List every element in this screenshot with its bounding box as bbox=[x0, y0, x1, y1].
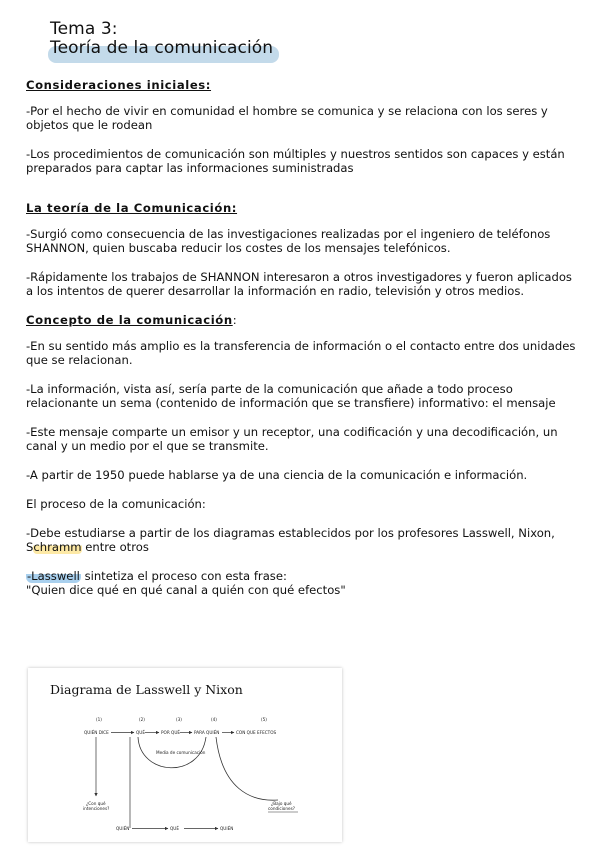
section-heading-process: El proceso de la comunicación: bbox=[26, 497, 206, 511]
section-heading-considerations: Consideraciones iniciales: bbox=[26, 78, 212, 92]
paragraph-lasswell: -Lasswell sintetiza el proceso con esta frase: bbox=[27, 569, 287, 583]
medio-label: Media de comunicación bbox=[156, 750, 206, 755]
section-heading-concept: Concepto de la comunicación bbox=[26, 313, 233, 327]
title-line-2: Teoría de la comunicación bbox=[50, 38, 274, 58]
section-heading-theory: La teoría de la Comunicación: bbox=[26, 201, 238, 215]
step-number: (1) bbox=[96, 717, 102, 722]
paragraph: -La información, vista así, sería parte de la comunicación que añade a todo proceso relacionante un sema (contenido de información que se transfiere) informativo: el mensaje bbox=[26, 382, 556, 410]
heading-colon: : bbox=[232, 313, 237, 327]
top-label: QUIÉN DICE bbox=[84, 730, 109, 735]
highlight-schramm: chramm bbox=[33, 540, 82, 554]
right-label: condiciones? bbox=[268, 806, 296, 811]
paragraph: -Por el hecho de vivir en comunidad el hombre se comunica y se relaciona con los seres y objetos que le rodean bbox=[26, 104, 548, 132]
bottom-label: QUIÉN bbox=[116, 826, 130, 831]
bottom-label: QUÉ bbox=[170, 826, 180, 831]
paragraph-diagrams: -Debe estudiarse a partir de los diagramas establecidos por los profesores Lasswell, Nixon, Schramm entre otros bbox=[26, 526, 555, 554]
title-line-1: Tema 3: bbox=[50, 19, 118, 39]
paragraph: -Surgió como consecuencia de las investigaciones realizadas por el ingeniero de teléfonos SHANNON, quien buscaba reducir los costes de los mensajes telefónicos. bbox=[26, 227, 551, 255]
step-number: (2) bbox=[139, 717, 145, 722]
paragraph: -Rápidamente los trabajos de SHANNON interesaron a otros investigadores y fueron aplicados a los intentos de querer desarrollar la información en radio, televisión y otros medios. bbox=[26, 270, 572, 298]
right-label: ¿Bajo qué bbox=[271, 801, 292, 806]
paragraph: -En su sentido más amplio es la transferencia de información o el contacto entre dos unidades que se relacionan. bbox=[26, 339, 576, 367]
top-label: PARA QUIÉN bbox=[194, 730, 220, 735]
left-label: ¿Con qué bbox=[86, 801, 106, 806]
lasswell-nixon-diagram bbox=[28, 668, 342, 842]
step-number: (3) bbox=[176, 717, 182, 722]
diagram-graphic bbox=[28, 668, 342, 842]
document-body bbox=[26, 78, 582, 597]
step-number: (5) bbox=[261, 717, 267, 722]
bottom-label: QUIÉN bbox=[220, 826, 234, 831]
diagram-title: Diagrama de Lasswell y Nixon bbox=[50, 682, 243, 697]
left-label: intenciones? bbox=[83, 806, 110, 811]
paragraph: -A partir de 1950 puede hablarse ya de una ciencia de la comunicación e información. bbox=[26, 468, 528, 482]
top-label: POR QUÉ bbox=[161, 730, 181, 735]
paragraph: -Este mensaje comparte un emisor y un receptor, una codificación y una decodificación, un canal y un medio por el que se transmite. bbox=[26, 425, 558, 453]
document-title bbox=[50, 20, 273, 58]
top-label: QUÉ bbox=[136, 730, 146, 735]
step-number: (4) bbox=[211, 717, 217, 722]
lasswell-quote: "Quien dice qué en qué canal a quién con qué efectos" bbox=[26, 583, 346, 597]
section-heading-concept-line bbox=[26, 313, 582, 327]
paragraph: -Los procedimientos de comunicación son múltiples y nuestros sentidos son capaces y están preparados para captar las informaciones suministradas bbox=[26, 147, 565, 175]
top-label: CON QUE EFECTOS bbox=[236, 730, 277, 735]
highlight-lasswell: -Lasswell bbox=[27, 569, 80, 583]
